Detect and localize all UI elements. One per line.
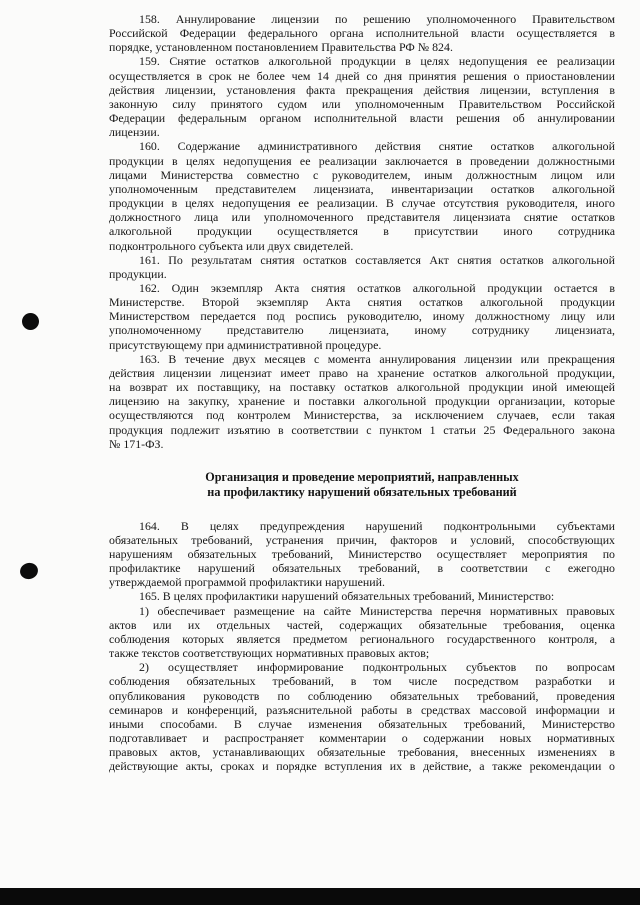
text-line: действующие акты, сроках и порядке вступления их в действие, а также рекомендации о [109, 759, 615, 774]
paragraph-p158 [109, 12, 615, 54]
text-line: Федерации федеральным органом исполнительной власти решения об аннулировании [109, 111, 615, 126]
text-line: нарушениям обязательных требований, Министерство осуществляет мероприятия по [109, 546, 615, 561]
text-line: обязательных требований, устранения причин, факторов и условий, способствующих [109, 532, 615, 547]
text-line: лицензии. [109, 125, 160, 140]
text-line: продукция подлежит изъятию в соответствии с пунктом 1 статьи 25 Федерального закона [109, 422, 615, 437]
text-line: 158. Аннулирование лицензии по решению уполномоченного Правительством [139, 12, 615, 26]
punch-hole-mark [22, 313, 39, 330]
section-heading-line: Организация и проведение мероприятий, направленных [205, 469, 519, 484]
text-line: 160. Содержание административного действия снятие остатков алкогольной [139, 139, 615, 154]
paragraph-p163 [109, 352, 615, 451]
text-line: 159. Снятие остатков алкогольной продукции в целях недопущения ее реализации [139, 54, 615, 69]
text-line: иными способами. В случае изменения обязательных требований, Министерство [109, 716, 615, 731]
paragraph-p161 [109, 253, 615, 281]
text-line: лицензию на закупку, хранение и поставки алкогольной продукции организации, которые [109, 394, 615, 409]
text-line: 165. В целях профилактики нарушений обязательных требований, Министерство: [139, 589, 555, 604]
text-line: Министерстве. Второй экземпляр Акта снятия остатков алкогольной продукции [109, 295, 615, 310]
text-line: актов или их отдельных частей, содержащих обязательные требования, оценка [109, 617, 615, 632]
text-line: продукции в целях недопущения ее реализации. В случае отсутствия руководителя, иного [109, 196, 615, 211]
paragraph-p165 [109, 589, 615, 603]
text-line: продукции. [109, 266, 167, 281]
text-line: опубликования руководств по соблюдению обязательных требований, проведения [109, 688, 615, 703]
text-line: правовых актов, устанавливающих обязательные требования, внесенных изменениях в [109, 745, 615, 760]
text-line: 162. Один экземпляр Акта снятия остатков алкогольной продукции остается в [139, 280, 615, 295]
paragraph-p159 [109, 54, 615, 139]
text-line: порядке, установленном постановлением Правительства РФ № 824. [109, 40, 453, 55]
text-line: 164. В целях предупреждения нарушений подконтрольными субъектами [139, 518, 615, 533]
text-line: 161. По результатам снятия остатков составляется Акт снятия остатков алкогольной [139, 252, 615, 267]
text-line: действия лицензии лицензиат имеет право на хранение остатков алкогольной продукции, [109, 365, 615, 380]
text-line: соблюдения которых является предметом регионального государственного контроля, а [109, 631, 615, 646]
text-line: Министерством передается под роспись руководителю, иному должностному лицу или [109, 309, 615, 324]
text-line: на возврат их поставщику, на поставку остатков алкогольной продукции иной имеющей [109, 380, 615, 395]
section-heading-line: на профилактику нарушений обязательных требований [207, 485, 517, 500]
text-line: законную силу принятого судом или уполномоченным Правительством Российской [109, 96, 615, 111]
paragraph-p160 [109, 139, 615, 252]
text-line: подконтрольного субъекта или двух свидетелей. [109, 238, 354, 253]
text-line: также текстов соответствующих нормативных правовых актов; [109, 646, 430, 661]
text-line: 2) осуществляет информирование подконтрольных субъектов по вопросам [139, 660, 615, 675]
text-line: уполномоченному представителю лицензиата, иному сотруднику лицензиата, [109, 323, 615, 338]
text-line: должностного лица или уполномоченного представителя лицензиата снятие остатков [109, 210, 615, 225]
paragraph-p164 [109, 519, 615, 590]
section-heading [109, 470, 615, 501]
text-line: подготавливает и распространяет комментарии о содержании новых нормативных [109, 731, 615, 745]
text-line: уполномоченным представителем лицензиата, инвентаризации остатков алкогольной [109, 181, 615, 196]
text-line: присутствующему при административной процедуре. [109, 337, 382, 352]
text-line: лицами Министерства совместно с руководителем, иным должностным лицом или [109, 167, 615, 182]
paragraph-p165_1 [109, 604, 615, 661]
text-line: профилактике нарушений обязательных требований, в соответствии с ежегодно [109, 561, 615, 576]
text-line: 163. В течение двух месяцев с момента аннулирования лицензии или прекращения [139, 351, 615, 366]
paragraph-p165_2 [109, 660, 615, 773]
text-line: утверждаемой программой профилактики нарушений. [109, 575, 385, 590]
document-page-text [109, 12, 615, 773]
text-line: № 171-ФЗ. [109, 436, 164, 451]
scan-bottom-edge [0, 888, 640, 905]
text-line: 1) обеспечивает размещение на сайте Министерства перечня нормативных правовых [139, 603, 615, 618]
punch-hole-mark [18, 561, 40, 581]
paragraph-p162 [109, 281, 615, 352]
text-line: семинаров и конференций, разъяснительной работы в средствах массовой информации и [109, 702, 615, 717]
text-line: алкогольной продукции осуществляется в присутствии иного сотрудника [109, 224, 615, 239]
text-line: осуществляются под контролем Министерства, за исключением случаев, если такая [109, 408, 615, 423]
text-line: соблюдения обязательных требований, в том числе посредством разработки и [109, 674, 615, 689]
text-line: осуществляется в срок не более чем 14 дней со дня принятия решения о приостановлении [109, 68, 615, 83]
text-line: действия лицензии, установления факта прекращения действия лицензии, вступления в [109, 82, 615, 97]
text-line: продукции в целях недопущения ее реализации заключается в проведении должностными [109, 153, 615, 168]
text-line: Российской Федерации федерального органа исполнительной власти осуществляется в [109, 26, 615, 41]
